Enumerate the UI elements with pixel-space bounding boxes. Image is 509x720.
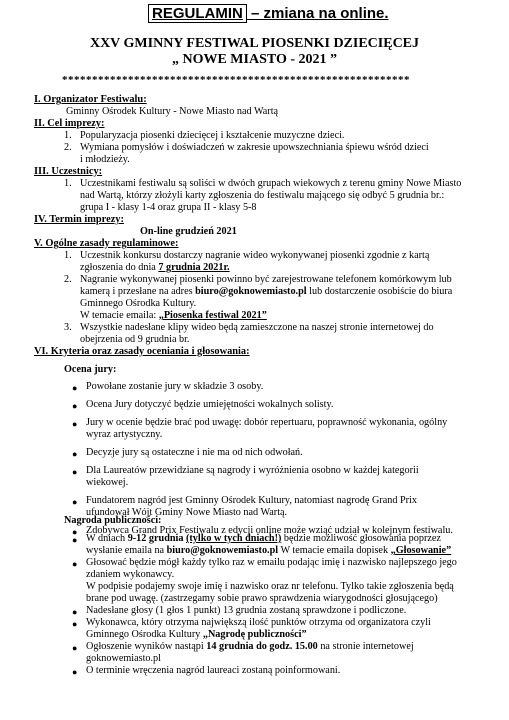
jury-item: Decyzje jury są ostateczne i nie ma od nich odwołań. — [86, 447, 303, 458]
results-prefix: Ogłoszenie wyników nastąpi — [86, 641, 207, 652]
email-subject-line — [80, 310, 267, 322]
bullet-icon: ● — [72, 527, 78, 537]
section-participants-title: III. Uczestnicy: — [34, 166, 103, 177]
contact-email: biuro@goknowemiasto.pl — [195, 286, 307, 297]
jury-item-continuation: ufundował Wójt Gminy Nowe Miasto nad Wartą. — [86, 507, 288, 518]
festival-title: XXV GMINNY FESTIWAL PIOSENKI DZIECIĘCEJ — [89, 36, 420, 51]
bullet-icon: ● — [72, 667, 78, 677]
list-number: 1. — [64, 178, 72, 189]
public-item-continuation — [86, 629, 307, 641]
bullet-icon: ● — [72, 467, 78, 477]
public-item — [86, 641, 414, 653]
goal-item-continuation: i młodzieży. — [80, 154, 130, 165]
jury-item: Jury w ocenie będzie brać pod uwagę: dobór repertuaru, poprawność wykonania, ogólny — [86, 417, 448, 428]
star-divider: ********************************************************** — [62, 74, 410, 86]
bullet-icon: ● — [72, 607, 78, 617]
results-date: 14 grudnia do godz. 15.00 — [206, 641, 318, 652]
event-date: On-line grudzień 2021 — [140, 226, 237, 237]
email-prefix: kamerą i przesłane na adres — [80, 286, 196, 297]
public-item: O terminie wręczenia nagród laureaci zostaną poinformowani. — [86, 665, 341, 676]
organizer-name: Gminny Ośrodek Kultury - Nowe Miasto nad Wartą — [66, 106, 279, 117]
jury-item: Powołane zostanie jury w składzie 3 osoby. — [86, 381, 264, 392]
voting-days: 9-12 grudnia — [127, 533, 184, 544]
rule-item: Uczestnik konkursu dostarczy nagranie wideo wykonywanej piosenki zgodnie z kartą — [80, 250, 430, 261]
jury-subheading: Ocena jury: — [64, 364, 117, 375]
public-item-continuation: brane pod uwagę. (zastrzegamy sobie prawo sprawdzenia wiarygodności głosującego) — [86, 593, 438, 604]
bullet-icon: ● — [72, 619, 78, 629]
bullet-icon: ● — [72, 535, 78, 545]
jury-item: Fundatorem nagród jest Gminny Ośrodek Kultury, natomiast nagrodę Grand Prix — [86, 495, 417, 506]
bullet-icon: ● — [72, 559, 78, 569]
bullet-icon: ● — [72, 449, 78, 459]
email-subject-value: „Piosenka festiwal 2021” — [158, 310, 267, 321]
list-number: 3. — [64, 322, 72, 333]
list-number: 2. — [64, 142, 72, 153]
list-number: 1. — [64, 250, 72, 261]
rule-item-continuation: Gminnego Ośrodka Kultury. — [80, 298, 197, 309]
voting-email-prefix: wysłanie emaila na — [86, 545, 167, 556]
bullet-icon: ● — [72, 401, 78, 411]
rule-item-continuation — [80, 262, 230, 274]
deadline-prefix: zgłoszenia do dnia — [80, 262, 159, 273]
participants-groups: grupa I - klasy 1-4 oraz grupa II - klasy 5-8 — [80, 202, 257, 213]
participants-item: Uczestnikami festiwalu są soliści w dwóch grupach wiekowych z terenu gminy Nowe Miasto — [80, 178, 462, 189]
voting-subject-prefix: W temacie emaila dopisek — [278, 545, 391, 556]
deadline-date: 7 grudnia 2021r. — [158, 262, 230, 273]
public-item-continuation — [86, 545, 451, 557]
jury-item-continuation: wyraz artystyczny. — [86, 429, 163, 440]
public-item: Nadesłane głosy (1 głos 1 punkt) 13 grudnia zostaną sprawdzone i podliczone. — [86, 605, 407, 616]
voting-prefix: W dniach — [86, 533, 128, 544]
list-number: 1. — [64, 130, 72, 141]
voting-subject: „Głosowanie” — [390, 545, 452, 556]
regulamin-label: REGULAMIN — [148, 4, 247, 23]
section-criteria-title: VI. Kryteria oraz zasady oceniania i głosowania: — [34, 346, 250, 357]
public-item-continuation: goknowemiasto.pl — [86, 653, 161, 664]
results-suffix: na stronie internetowej — [317, 641, 414, 652]
rule-item: Wszystkie nadesłane klipy wideo będą zamieszczone na naszej stronie internetowej do — [80, 322, 434, 333]
public-item: Wykonawca, który otrzyma największą ilość punktów otrzyma od organizatora czyli — [86, 617, 431, 628]
bullet-icon: ● — [72, 643, 78, 653]
bullet-icon: ● — [72, 419, 78, 429]
festival-subtitle: „ NOWE MIASTO - 2021 ” — [171, 52, 338, 67]
public-item-continuation: zdaniem wykonawcy. — [86, 569, 175, 580]
email-subject-prefix: W temacie emaila: — [80, 310, 159, 321]
section-date-title: IV. Termin imprezy: — [34, 214, 124, 225]
section-rules-title: V. Ogólne zasady regulaminowe: — [34, 238, 179, 249]
list-number: 2. — [64, 274, 72, 285]
jury-item-continuation: wiekowej. — [86, 477, 129, 488]
voting-only-note: (tylko w tych dniach!) — [186, 533, 282, 544]
public-prize-name: „Nagrodę publiczności” — [202, 629, 307, 640]
rule-item-continuation — [80, 286, 452, 298]
bullet-icon: ● — [72, 383, 78, 393]
rule-item-continuation: obejrzenia od 9 grudnia br. — [80, 334, 190, 345]
public-prize-subheading: Nagroda publiczności: — [64, 515, 162, 526]
goal-item: Popularyzacja piosenki dziecięcej i kształcenie muzyczne dzieci. — [80, 130, 345, 141]
section-goal-title: II. Cel imprezy: — [34, 118, 105, 129]
jury-item: Ocena Jury dotyczyć będzie umiejętności wokalnych solisty. — [86, 399, 334, 410]
goal-item: Wymiana pomysłów i doświadczeń w zakresie upowszechniania śpiewu wśród dzieci — [80, 142, 429, 153]
document-heading — [148, 5, 389, 22]
jury-item: Dla Laureatów przewidziane są nagrody i wyróżnienia osobno w każdej kategorii — [86, 465, 419, 476]
bullet-icon: ● — [72, 497, 78, 507]
public-item: Głosować będzie mógł każdy tylko raz w emailu podając imię i nazwisko najlepszego jego — [86, 557, 457, 568]
participants-item-continuation: nad Wartą, którzy złożyli karty zgłoszenia do festiwalu mającego się odbyć 5 grudnia br.: — [80, 190, 445, 201]
jury-item: Zdobywca Grand Prix Festiwalu z edycji online może wziąć udział w kolejnym festiwalu. — [86, 525, 453, 536]
online-change-label: – zmiana na online. — [246, 5, 389, 22]
section-organizer-title: I. Organizator Festiwalu: — [34, 94, 147, 105]
public-item — [86, 533, 441, 545]
voting-suffix: będzie możliwość głosowania poprzez — [281, 533, 441, 544]
rule-item: Nagranie wykonywanej piosenki powinno być zarejestrowane telefonem komórkowym lub — [80, 274, 452, 285]
public-item-continuation: W podpisie podajemy swoje imię i nazwisko oraz nr telefonu. Tylko takie zgłoszenia będą — [86, 581, 454, 592]
prize-prefix: Gminnego Ośrodka Kultury — [86, 629, 203, 640]
email-suffix: lub dostarczenie osobiście do biura — [306, 286, 453, 297]
voting-email: biuro@goknowemiasto.pl — [166, 545, 279, 556]
